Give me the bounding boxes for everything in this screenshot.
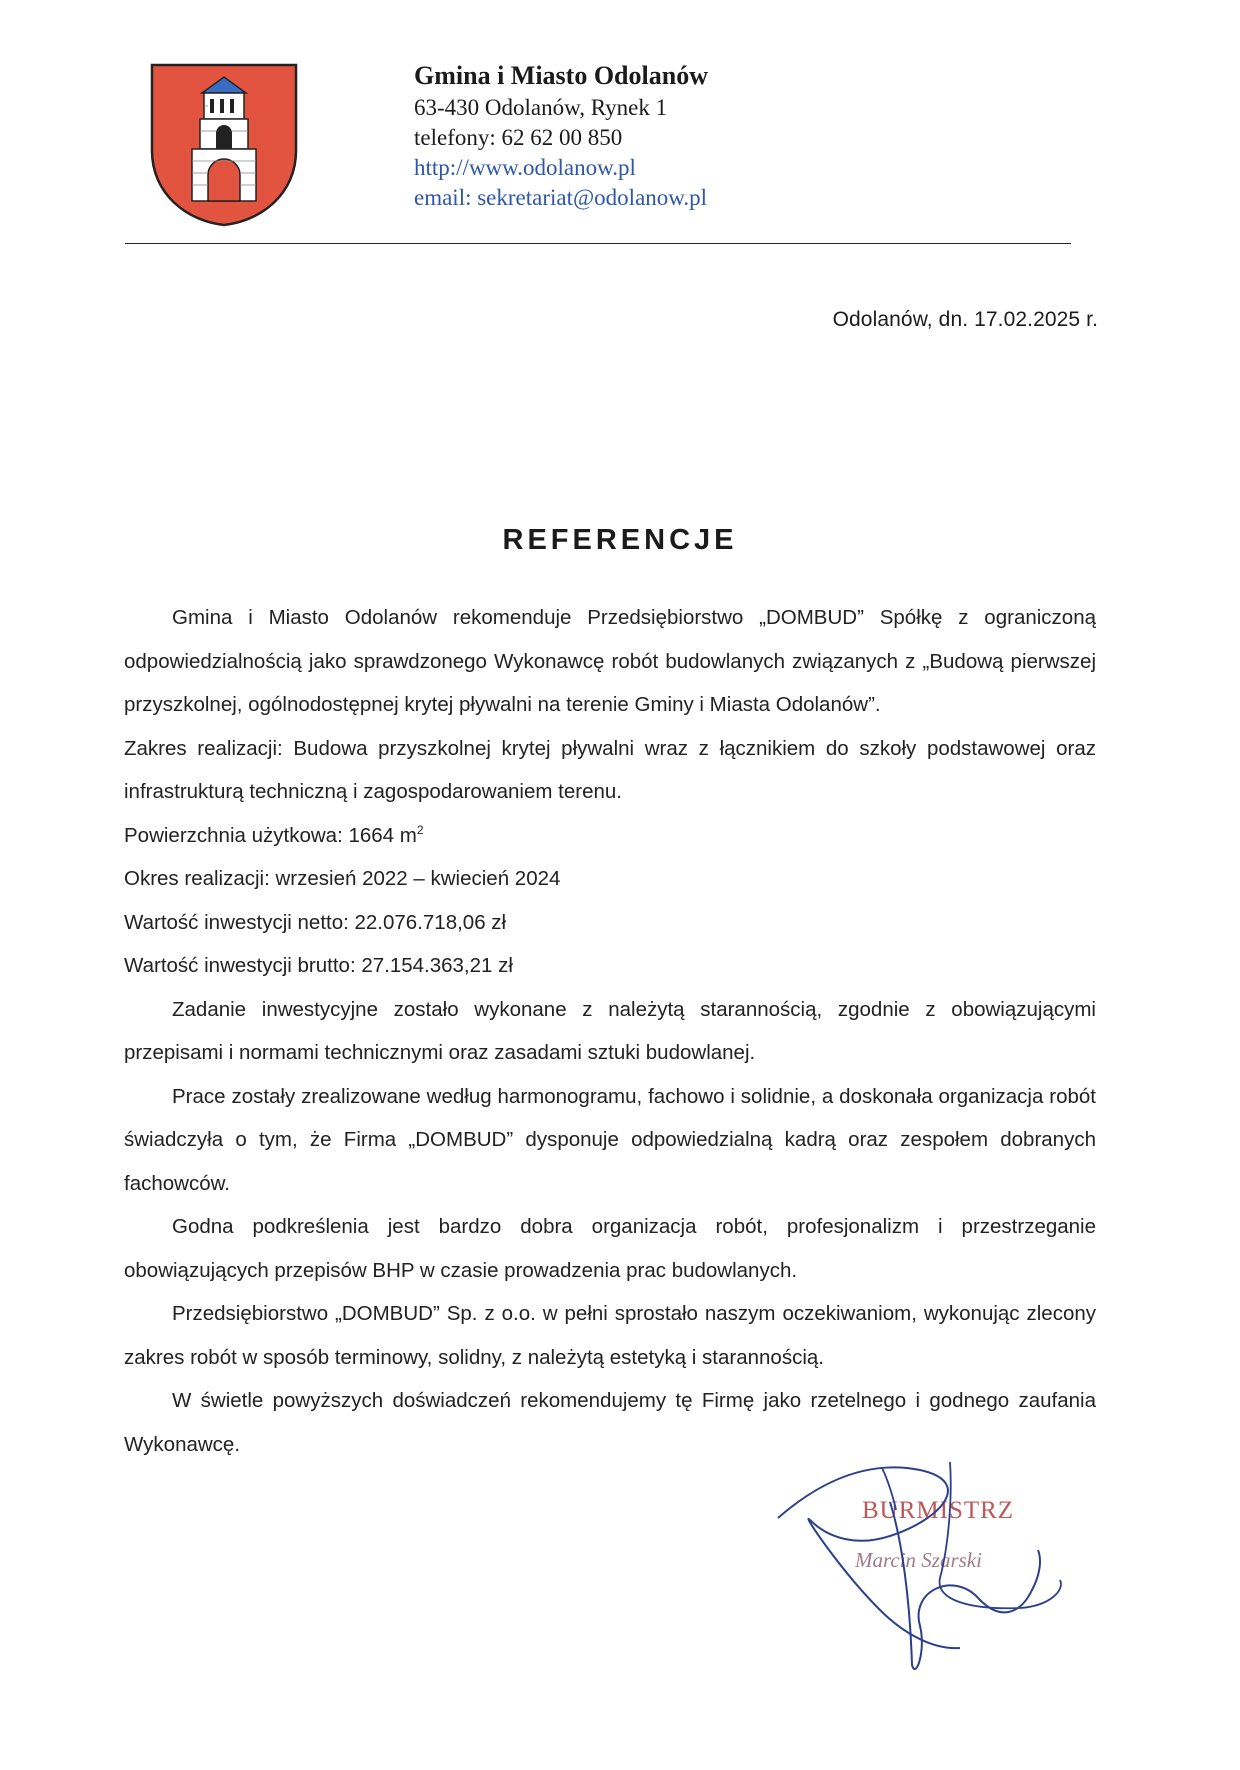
- paragraph-area: [124, 814, 1096, 858]
- paragraph-scope: Zakres realizacji: Budowa przyszkolnej krytej pływalni wraz z łącznikiem do szkoły podstawowej oraz infrastrukturą techniczną i zagospodarowaniem terenu.: [124, 736, 1096, 803]
- document-title: REFERENCJE: [502, 524, 738, 556]
- header-divider: [125, 243, 1071, 244]
- area-text: Powierzchnia użytkowa: 1664 m: [124, 823, 417, 847]
- org-address: 63-430 Odolanów, Rynek 1: [414, 95, 668, 120]
- paragraph-conclusion: W świetle powyższych doświadczeń rekomendujemy tę Firmę jako rzetelnego i godnego zaufania Wykonawcę.: [124, 1389, 1096, 1456]
- org-phone: telefony: 62 62 00 850: [414, 125, 623, 150]
- letterhead-address: [414, 60, 708, 213]
- org-email-link[interactable]: email: sekretariat@odolanow.pl: [414, 185, 708, 210]
- area-unit-superscript: 2: [416, 822, 424, 837]
- paragraph-expectations: Przedsiębiorstwo „DOMBUD” Sp. z o.o. w pełni sprostało naszym oczekiwaniom, wykonując zlecony zakres robót w sposób terminowy, solidny, z należytą estetyką i starannością.: [124, 1302, 1096, 1369]
- paragraph-net-value: Wartość inwestycji netto: 22.076.718,06 zł: [124, 910, 507, 934]
- org-name: Gmina i Miasto Odolanów: [414, 61, 708, 90]
- stamp-title: BURMISTRZ: [862, 1497, 1015, 1524]
- paragraph-recommendation: Gmina i Miasto Odolanów rekomenduje Przedsiębiorstwo „DOMBUD” Spółkę z ograniczoną odpowiedzialnością jako sprawdzonego Wykonawcę robót budowlanych związanych z „Budową pierwszej przyszkolnej, ogólnodostępnej krytej pływalni na terenie Gminy i Miasta Odolanów”.: [124, 606, 1096, 716]
- paragraph-period: Okres realizacji: wrzesień 2022 – kwiecień 2024: [124, 867, 561, 890]
- stamp-name: Marcin Szarski: [855, 1548, 982, 1572]
- paragraph-organization: Godna podkreślenia jest bardzo dobra organizacja robót, profesjonalizm i przestrzeganie obowiązujących przepisów BHP w czasie prowadzenia prac budowlanych.: [124, 1215, 1096, 1282]
- coat-of-arms-icon: [150, 63, 298, 227]
- paragraph-schedule: Prace zostały zrealizowane według harmonogramu, fachowo i solidnie, a doskonała organizacja robót świadczyła o tym, że Firma „DOMBUD” dysponuje odpowiedzialną kadrą oraz zespołem dobranych fachowców.: [124, 1084, 1096, 1195]
- org-website-link[interactable]: http://www.odolanow.pl: [414, 155, 636, 180]
- letter-date: Odolanów, dn. 17.02.2025 r.: [832, 308, 1098, 331]
- paragraph-gross-value: Wartość inwestycji brutto: 27.154.363,21 zł: [124, 954, 513, 977]
- paragraph-diligence: Zadanie inwestycyjne zostało wykonane z należytą starannością, zgodnie z obowiązującymi przepisami i normami technicznymi oraz zasadami sztuki budowlanej.: [124, 997, 1096, 1064]
- handwritten-signature-icon: [770, 1450, 1070, 1680]
- letter-body: [124, 596, 1096, 1466]
